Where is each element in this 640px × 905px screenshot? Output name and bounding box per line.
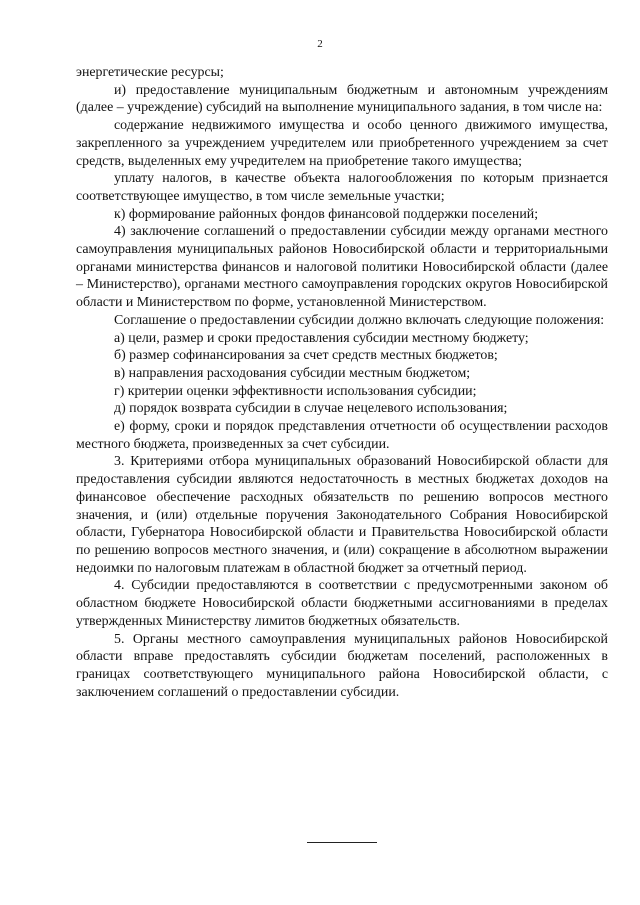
list-item-e-reporting: е) форму, сроки и порядок представления отчетности об осуществлении расходов местного бюджета, произведенных за счет субсидии.	[76, 419, 608, 452]
document-body	[76, 64, 608, 701]
list-item-v-directions: в) направления расходования субсидии местным бюджетом;	[114, 365, 471, 381]
list-item-g-criteria: г) критерии оценки эффективности использования субсидии;	[114, 383, 477, 399]
paragraph-item-i-subsidies: и) предоставление муниципальным бюджетным и автономным учреждениям (далее – учреждение) субсидий на выполнение муниципального задания, в том числе на:	[76, 82, 608, 116]
paragraph-item-4-agreements: 4) заключение соглашений о предоставлении субсидии между органами местного самоуправления муниципальных районов Новосибирской области и территориальными органами министерства финансов и налоговой политики Новосибирской области (далее – Министерство), органами местного самоуправления городских округов Новосибирской области и Министерством по форме, установленной Министерством.	[76, 224, 608, 311]
paragraph-section-4-subsidies: 4. Субсидии предоставляются в соответствии с предусмотренными законом об областном бюджете Новосибирской области бюджетными ассигнованиями в пределах утвержденных Министерству лимитов бюджетных обязательств.	[76, 578, 608, 629]
paragraph-property-maintenance: содержание недвижимого имущества и особо ценного движимого имущества, закрепленного за учреждением учредителем или приобретенного учреждением за счет средств, выделенных ему учредителем на приобретение такого имущества;	[76, 118, 608, 169]
paragraph-item-k-funds: к) формирование районных фондов финансовой поддержки поселений;	[114, 206, 539, 222]
page-number: 2	[317, 38, 323, 50]
list-item-a-goals: а) цели, размер и сроки предоставления субсидии местному бюджету;	[114, 330, 529, 346]
paragraph-agreement-provisions: Соглашение о предоставлении субсидии должно включать следующие положения:	[114, 312, 605, 328]
list-item-d-refund: д) порядок возврата субсидии в случае нецелевого использования;	[114, 401, 508, 417]
paragraph-section-5-local-bodies: 5. Органы местного самоуправления муниципальных районов Новосибирской области вправе предоставлять субсидии бюджетам поселений, расположенных в границах соответствующего муниципального района Новосибирской области, с заключением соглашений о предоставлении субсидии.	[76, 631, 608, 700]
footer-divider	[307, 842, 377, 843]
paragraph-energy-resources: энергетические ресурсы;	[76, 65, 224, 80]
paragraph-tax-payment: уплату налогов, в качестве объекта налогообложения по которым признается соответствующее имущество, в том числе земельные участки;	[76, 171, 608, 204]
paragraph-section-3-criteria: 3. Критериями отбора муниципальных образований Новосибирской области для предоставления субсидии являются недостаточность в местных бюджетах доходов на финансовое обеспечение расходных обязательств по решению вопросов местного значения, и (или) отдельные поручения Законодательного Собрания Новосибирской области, Губернатора Новосибирской области и Правительства Новосибирской области по решению вопросов местного значения, и (или) сокращение в абсолютном выражении недоимки по налоговым платежам в областной бюджет за отчетный период.	[76, 454, 608, 576]
list-item-b-cofinancing: б) размер софинансирования за счет средств местных бюджетов;	[114, 348, 498, 364]
